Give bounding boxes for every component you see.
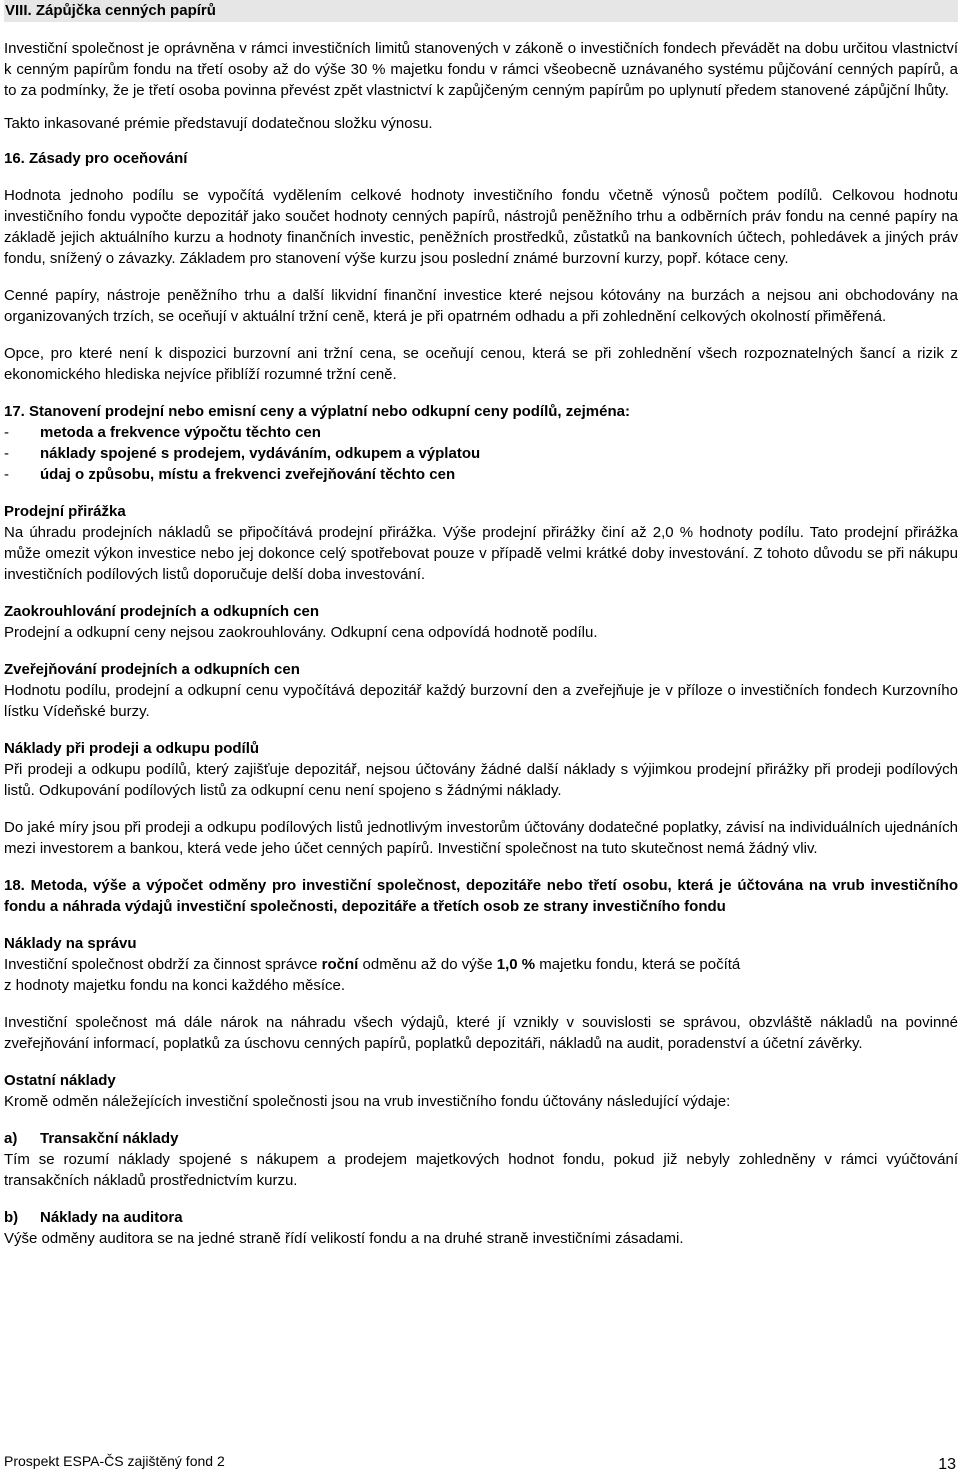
paragraph-premium: Takto inkasované prémie představují dodatečnou složku výnosu. (4, 115, 433, 132)
heading-auditor (4, 1207, 958, 1228)
page-number: 13 (938, 1456, 956, 1473)
heading-rounding: Zaokrouhlování prodejních a odkupních cen (4, 603, 320, 620)
heading-transaction (4, 1128, 958, 1149)
paragraph-surcharge: Na úhradu prodejních nákladů se připočítává prodejní přirážka. Výše prodejní přirážky činí až 2,0 % hodnoty podílu. Tato prodejní přirážka může omezit výkon investice nebo jej dokonce celý spotřebovat pouze v případě velmi krátké doby investování. Z tohoto důvodu se při nákupu investičních podílových listů doporučuje delší doba investování. (4, 524, 958, 583)
management-text-4: z hodnoty majetku fondu na konci každého měsíce. (4, 977, 346, 994)
list-dash: - (4, 445, 9, 462)
item-title-b: Náklady na auditora (40, 1209, 183, 1226)
heading-publication: Zveřejňování prodejních a odkupních cen (4, 661, 300, 678)
heading-other-costs: Ostatní náklady (4, 1072, 116, 1089)
heading-management: Náklady na správu (4, 935, 137, 952)
paragraph-other-costs: Kromě odměn náležejících investiční společnosti jsou na vrub investičního fondu účtovány následující výdaje: (4, 1093, 731, 1110)
management-rate: 1,0 % (496, 956, 536, 973)
paragraph-expenses: Investiční společnost má dále nárok na náhradu všech výdajů, které jí vznikly v souvislosti se správou, obzvláště nákladů na povinné zveřejňování informací, poplatků za úschovu cenných papírů, poplatků depozitáři, nákladů na audit, poradenství a účetní závěrky. (4, 1014, 958, 1052)
management-text-2: odměnu až do výše (358, 956, 497, 973)
list-item (4, 422, 958, 443)
item-label-b: b) (4, 1209, 19, 1226)
paragraph-auditor: Výše odměny auditora se na jedné straně řídí velikostí fondu a na druhé straně investičními zásadami. (4, 1230, 684, 1247)
list-dash: - (4, 466, 9, 483)
paragraph-transaction: Tím se rozumí náklady spojené s nákupem a prodejem majetkových hodnot fondu, pokud již nebyly zohledněny v rámci vyúčtování transakčních nákladů prostřednictvím kurzu. (4, 1151, 958, 1189)
heading-17: 17. Stanovení prodejní nebo emisní ceny a výplatní nebo odkupní ceny podílů, zejména: (4, 403, 630, 420)
paragraph-securities: Cenné papíry, nástroje peněžního trhu a další likvidní finanční investice které nejsou kótovány na burzách a nejsou ani obchodovány na organizovaných trzích, se oceňují v aktuální tržní ceně, která je při opatrném odhadu a při zohlednění celkových okolností přiměřená. (4, 287, 958, 325)
heading-costs: Náklady při prodeji a odkupu podílů (4, 740, 260, 757)
paragraph-options: Opce, pro které není k dispozici burzovní ani tržní cena, se oceňují cenou, která se při zohlednění všech rozpoznatelných šancí a rizik z ekonomického hlediska nejvíce přiblíží rozumné tržní ceně. (4, 345, 958, 383)
management-annual: roční (321, 956, 359, 973)
paragraph-publication: Hodnotu podílu, prodejní a odkupní cenu vypočítává depozitář každý burzovní den a zveřejňuje je v příloze o investičních fondech Kurzovního lístku Vídeňské burzy. (4, 682, 958, 720)
paragraph-rounding: Prodejní a odkupní ceny nejsou zaokrouhlovány. Odkupní cena odpovídá hodnotě podílu. (4, 624, 598, 641)
item-title-a: Transakční náklady (40, 1130, 179, 1147)
heading-16: 16. Zásady pro oceňování (4, 150, 188, 167)
list-text: metoda a frekvence výpočtu těchto cen (40, 424, 321, 441)
paragraph-management (4, 954, 958, 996)
list-item (4, 443, 958, 464)
paragraph-fees: Do jaké míry jsou při prodeji a odkupu podílových listů jednotlivým investorům účtovány dodatečné poplatky, závisí na individuálních ujednáních mezi investorem a bankou, která vede jeho účet cenných papírů. Investiční společnost na tuto skutečnost nemá žádný vliv. (4, 819, 958, 857)
section-title: VIII. Zápůjčka cenných papírů (4, 0, 958, 22)
heading-surcharge: Prodejní přirážka (4, 503, 126, 520)
item-label-a: a) (4, 1130, 18, 1147)
management-text-1: Investiční společnost obdrží za činnost správce (4, 956, 322, 973)
list-text: údaj o způsobu, místu a frekvenci zveřejňování těchto cen (40, 466, 456, 483)
list-17 (4, 422, 958, 485)
page-footer (4, 1451, 958, 1472)
list-text: náklady spojené s prodejem, vydáváním, odkupem a výplatou (40, 445, 481, 462)
heading-18: 18. Metoda, výše a výpočet odměny pro investiční společnost, depozitáře nebo třetí osobu, která je účtována na vrub investičního fondu a náhrada výdajů investiční společnosti, depozitáře a třetích osob ze strany investičního fondu (4, 877, 958, 915)
paragraph-loan: Investiční společnost je oprávněna v rámci investičních limitů stanovených v zákoně o investičních fondech převádět na dobu určitou vlastnictví k cenným papírům fondu na třetí osoby až do výše 30 % majetku fondu v rámci všeobecně uznávaného systému půjčování cenných papírů, a to za podmínky, že je třetí osoba povinna převést zpět vlastnictví k zapůjčeným cenným papírům po uplynutí předem stanovené zápůjční lhůty. (4, 40, 958, 99)
management-text-3: majetku fondu, která se počítá (535, 956, 741, 973)
list-dash: - (4, 424, 9, 441)
list-item (4, 464, 958, 485)
document (4, 0, 958, 1249)
footer-title: Prospekt ESPA-ČS zajištěný fond 2 (4, 1453, 225, 1469)
paragraph-costs: Při prodeji a odkupu podílů, který zajišťuje depozitář, nejsou účtovány žádné další náklady s výjimkou prodejní přirážky při prodeji podílových listů. Odkupování podílových listů za odkupní cenu není spojeno s žádnými náklady. (4, 761, 958, 799)
paragraph-valuation: Hodnota jednoho podílu se vypočítá vydělením celkové hodnoty investičního fondu včetně výnosů počtem podílů. Celkovou hodnotu investičního fondu vypočte depozitář jako součet hodnoty cenných papírů, nástrojů peněžního trhu a odběrních práv fondu na cenné papíry na základě jejich aktuálního kurzu a hodnoty finančních investic, peněžních prostředků, zůstatků na bankovních účtech, pohledávek a jiných práv fondu, snížený o závazky. Základem pro stanovení výše kurzu jsou poslední známé burzovní kurzy, popř. kótace ceny. (4, 187, 958, 267)
